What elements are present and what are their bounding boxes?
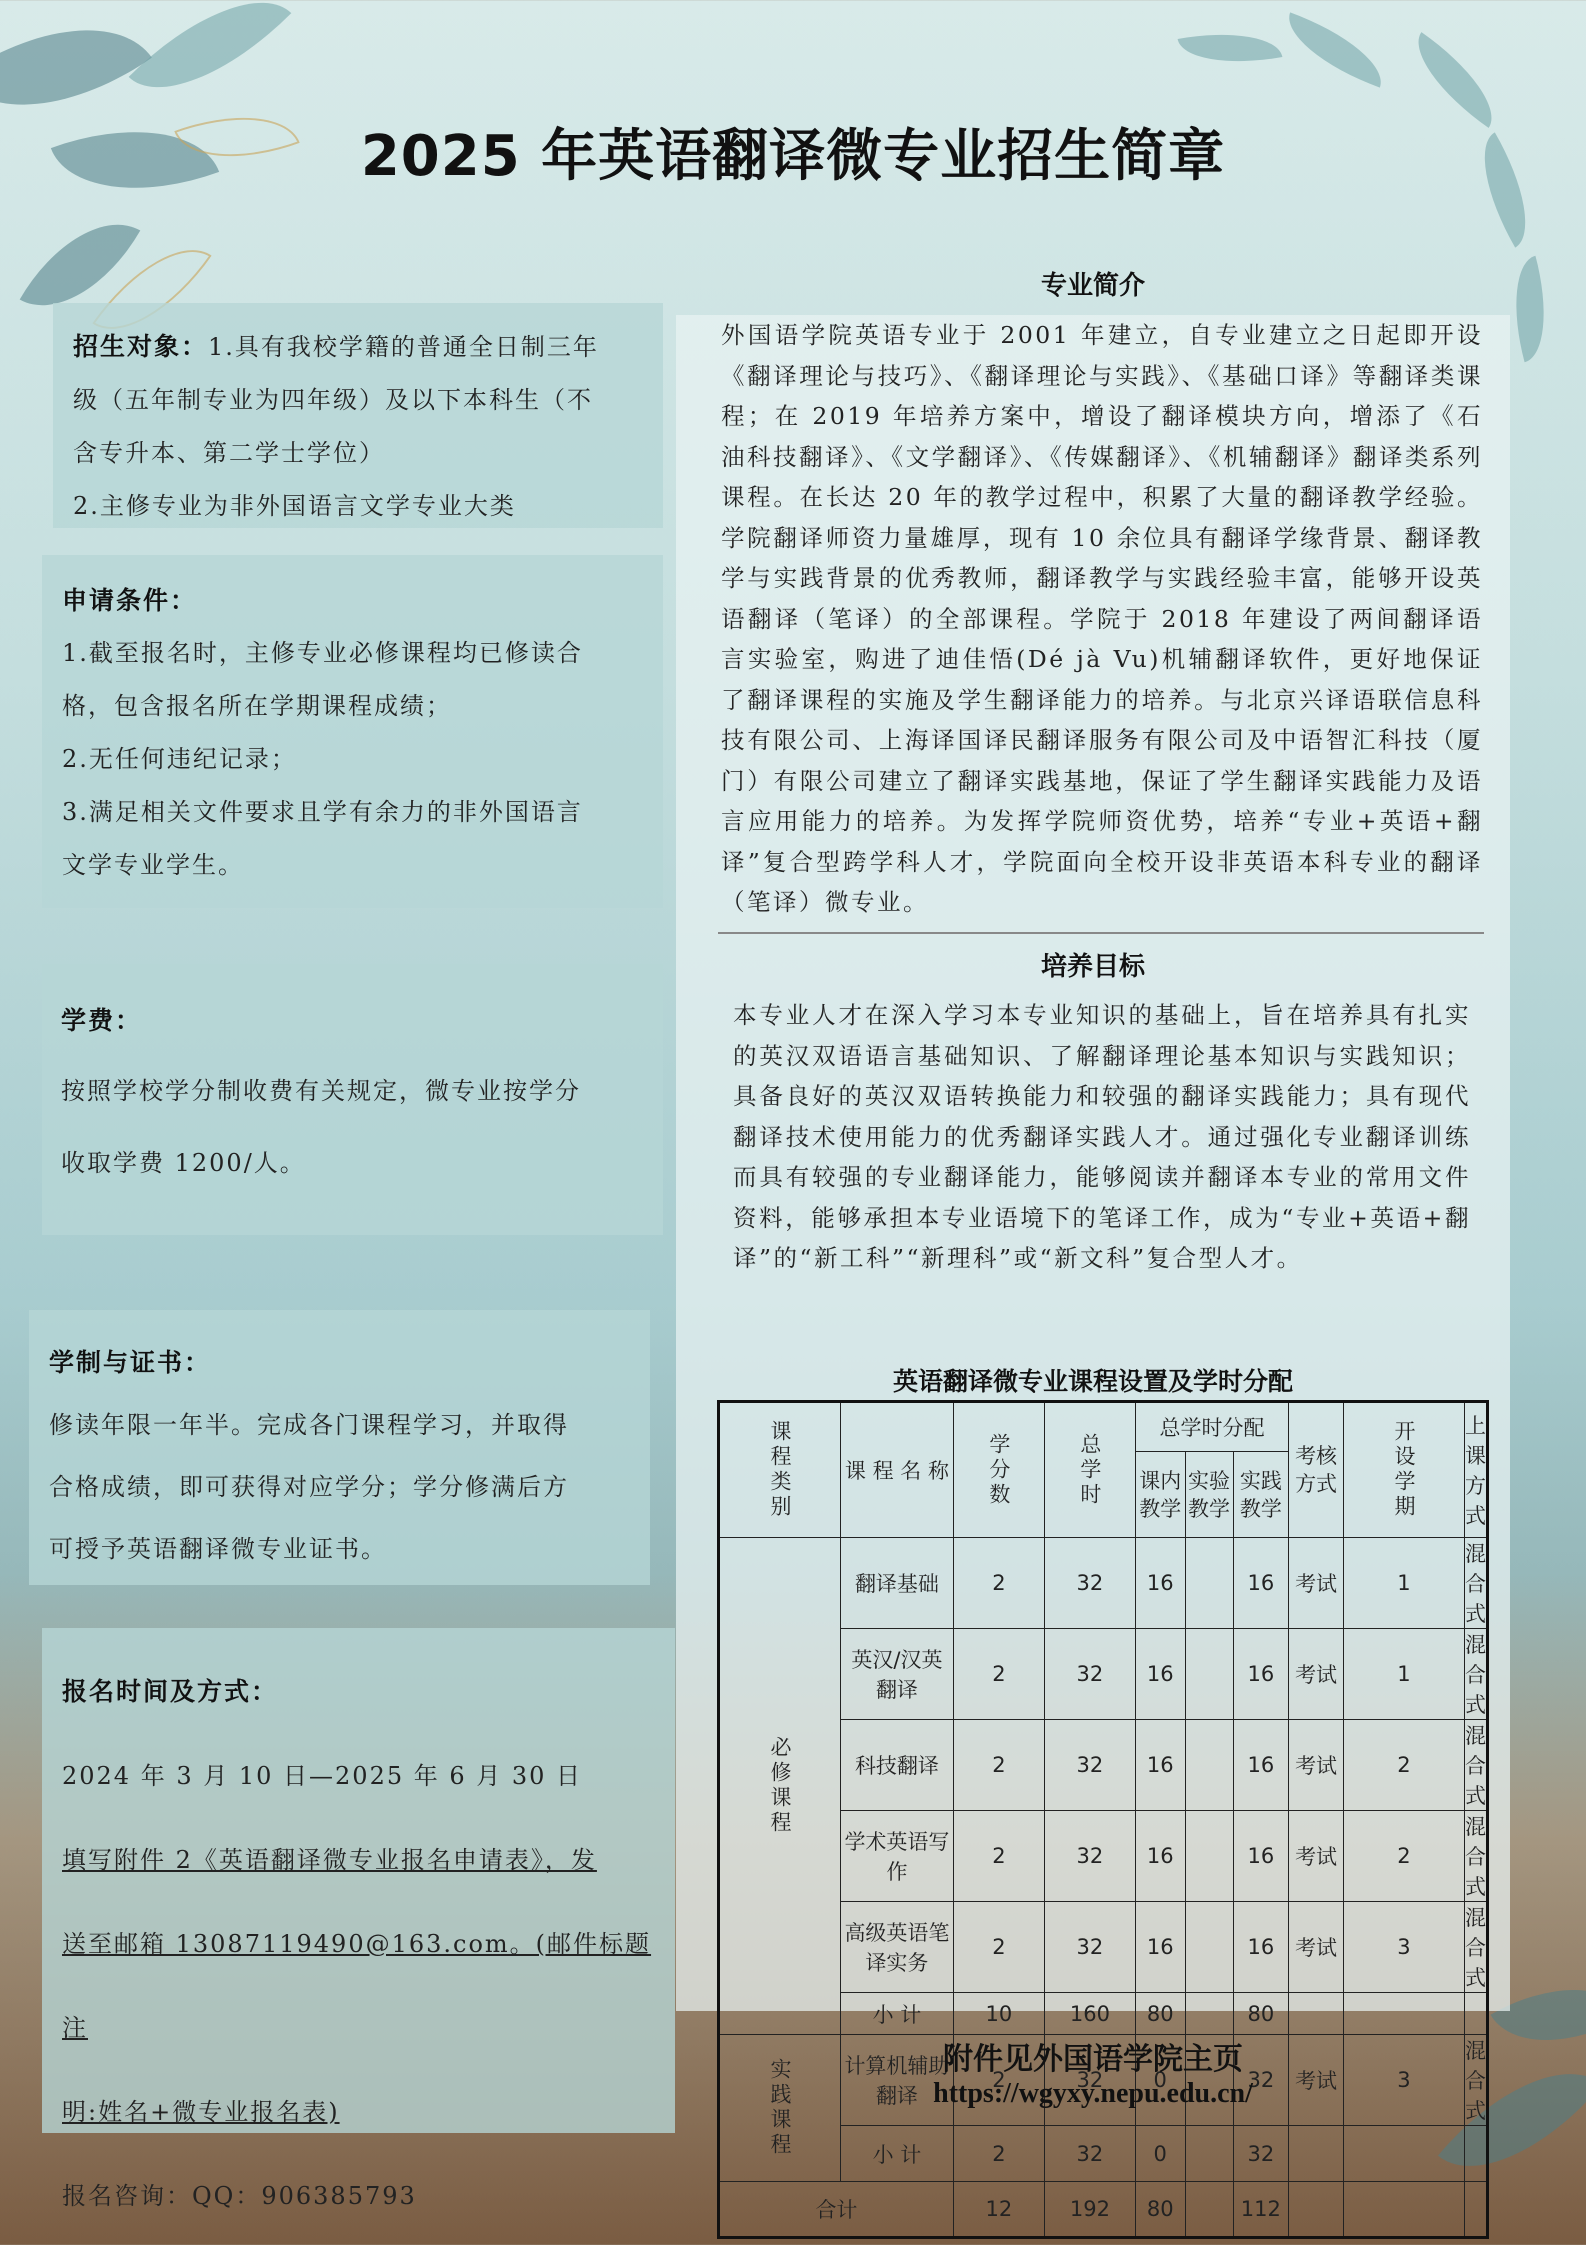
course-table xyxy=(717,1400,1489,2239)
course-credit: 2 xyxy=(953,1902,1044,1993)
tuition-heading: 学费： xyxy=(61,1006,143,1035)
header-total-hours: 总学时 xyxy=(1077,1432,1102,1508)
course-practice: 32 xyxy=(1233,2035,1289,2126)
course-mode: 混合式 xyxy=(1465,1720,1488,1811)
registration-panel xyxy=(42,1628,675,2210)
certificate-panel xyxy=(29,1310,650,1585)
subtotal-total: 32 xyxy=(1044,2126,1135,2182)
header-course-name: 课 程 名 称 xyxy=(841,1402,954,1538)
course-credit: 2 xyxy=(953,1629,1044,1720)
requirements-panel xyxy=(42,555,663,908)
course-term: 2 xyxy=(1343,1720,1464,1811)
course-term: 1 xyxy=(1343,1629,1464,1720)
total-credit: 12 xyxy=(953,2182,1044,2238)
header-credit: 学分数 xyxy=(986,1432,1011,1508)
header-mode: 上课方式 xyxy=(1465,1402,1488,1538)
eligibility-line-1: 1.具有我校学籍的普通全日制三年 xyxy=(208,333,599,361)
header-lab: 实验教学 xyxy=(1188,1468,1231,1521)
course-credit: 2 xyxy=(953,1811,1044,1902)
header-exam: 考核方式 xyxy=(1295,1444,1338,1496)
requirements-line-1: 1.截至报名时，主修专业必修课程均已修读合 xyxy=(62,639,583,667)
course-mode: 混合式 xyxy=(1465,1902,1488,1993)
homepage-link[interactable]: https://wgyxy.nepu.edu.cn/ xyxy=(933,2078,1253,2109)
subtotal-total: 160 xyxy=(1044,1993,1135,2035)
header-term: 开设学期 xyxy=(1391,1420,1416,1520)
course-exam: 考试 xyxy=(1289,1811,1344,1902)
course-credit: 2 xyxy=(953,1720,1044,1811)
total-label: 合计 xyxy=(719,2182,954,2238)
tuition-panel xyxy=(42,964,663,1235)
registration-line-2: 送至邮箱 13087119490@163.com。(邮件标题注 xyxy=(62,1930,652,2042)
course-exam: 考试 xyxy=(1289,1538,1344,1629)
course-credit: 2 xyxy=(953,1538,1044,1629)
course-mode: 混合式 xyxy=(1465,1811,1488,1902)
requirements-line-2: 格，包含报名所在学期课程成绩； xyxy=(62,692,452,720)
attachment-note: 附件见外国语学院主页 xyxy=(943,2042,1243,2077)
course-total: 32 xyxy=(1044,1629,1135,1720)
course-lab xyxy=(1185,1811,1233,1902)
certificate-heading: 学制与证书： xyxy=(49,1348,212,1377)
course-name: 计算机辅助翻译 xyxy=(841,2035,954,2126)
course-lecture: 16 xyxy=(1135,1811,1185,1902)
course-term: 3 xyxy=(1343,2035,1464,2126)
tuition-line-1: 按照学校学分制收费有关规定，微专业按学分 xyxy=(61,1077,581,1105)
header-hours-distribution: 总学时分配 xyxy=(1135,1402,1288,1452)
total-practice: 112 xyxy=(1233,2182,1289,2238)
course-term: 2 xyxy=(1343,1811,1464,1902)
intro-text: 外国语学院英语专业于 2001 年建立，自专业建立之日起即开设《翻译理论与技巧》、《翻译理论与实践》、《基础口译》等翻译类课程；在 2019 年培养方案中，增设了翻译模块方向，增添了《石油科技翻译》、《文学翻译》、《传媒翻译》、《机辅翻译》翻译类系列课程。在长达 20 年的教学过程中，积累了大量的翻译教学经验。学院翻译师资力量雄厚，现有 10 余位具有翻译学缘背景、翻译教学与实践背景的优秀教师，翻译教学与实践经验丰富，能够开设英语翻译（笔译）的全部课程。学院于 2018 年建设了两间翻译语言实验室，购进了迪佳悟(Dé jà Vu)机辅翻译软件，更好地保证了翻译课程的实施及学生翻译能力的培养。与北京兴译语联信息科技有限公司、上海译国译民翻译服务有限公司及中语智汇科技（厦门）有限公司建立了翻译实践基地，保证了学生翻译实践能力及语言应用能力的培养。为发挥学院师资优势，培养“专业+英语+翻译”复合型跨学科人才，学院面向全校开设非英语本科专业的翻译（笔译）微专业。 xyxy=(721,321,1483,916)
certificate-line-3: 可授予英语翻译微专业证书。 xyxy=(49,1535,387,1563)
course-lab xyxy=(1185,1629,1233,1720)
subtotal-label: 小 计 xyxy=(841,2126,954,2182)
course-lab xyxy=(1185,1538,1233,1629)
goals-text: 本专业人才在深入学习本专业知识的基础上，旨在培养具有扎实的英汉双语语言基础知识、了解翻译理论基本知识与实践知识；具备良好的英汉双语转换能力和较强的翻译实践能力；具有现代翻译技术使用能力的优秀翻译实践人才。通过强化专业翻译训练而具有较强的专业翻译能力，能够阅读并翻译本专业的常用文件资料，能够承担本专业语境下的笔译工作，成为“专业+英语+翻译”的“新工科”“新理科”或“新文科”复合型人才。 xyxy=(733,1001,1471,1272)
course-mode: 混合式 xyxy=(1465,1629,1488,1720)
registration-line-1: 填写附件 2《英语翻译微专业报名申请表》，发 xyxy=(62,1846,597,1874)
requirements-line-5: 文学专业学生。 xyxy=(62,851,244,879)
group-practice: 实践课程 xyxy=(768,2058,792,2158)
certificate-line-2: 合格成绩，即可获得对应学分；学分修满后方 xyxy=(49,1473,569,1501)
eligibility-line-4: 2.主修专业为非外国语言文学专业大类 xyxy=(73,492,516,520)
registration-contact: 报名咨询：QQ：906385793 xyxy=(62,2182,417,2210)
subtotal-credit: 10 xyxy=(953,1993,1044,2035)
course-name: 科技翻译 xyxy=(841,1720,954,1811)
total-lecture: 80 xyxy=(1135,2182,1185,2238)
registration-heading: 报名时间及方式： xyxy=(62,1677,279,1706)
table-row xyxy=(719,1538,1488,1629)
course-practice: 16 xyxy=(1233,1720,1289,1811)
eligibility-panel xyxy=(53,303,663,528)
eligibility-line-2: 级（五年制专业为四年级）及以下本科生（不 xyxy=(73,386,593,414)
course-lab xyxy=(1185,1902,1233,1993)
course-name: 学术英语写作 xyxy=(841,1811,954,1902)
course-exam: 考试 xyxy=(1289,2035,1344,2126)
tuition-line-2: 收取学费 1200/人。 xyxy=(61,1149,306,1177)
registration-line-3: 明:姓名+微专业报名表) xyxy=(62,2098,340,2126)
section-divider xyxy=(718,932,1484,934)
total-total: 192 xyxy=(1044,2182,1135,2238)
course-total: 32 xyxy=(1044,2035,1135,2126)
course-exam: 考试 xyxy=(1289,1629,1344,1720)
requirements-line-4: 3.满足相关文件要求且学有余力的非外国语言 xyxy=(62,798,583,826)
intro-heading: 专业简介 xyxy=(1040,271,1145,301)
subtotal-practice: 32 xyxy=(1233,2126,1289,2182)
course-name: 英汉/汉英翻译 xyxy=(841,1629,954,1720)
certificate-line-1: 修读年限一年半。完成各门课程学习，并取得 xyxy=(49,1411,569,1439)
course-lecture: 16 xyxy=(1135,1629,1185,1720)
course-name: 翻译基础 xyxy=(841,1538,954,1629)
page-title: 2025 年英语翻译微专业招生简章 xyxy=(360,124,1226,189)
group-required: 必修课程 xyxy=(768,1736,792,1836)
course-credit: 2 xyxy=(953,2035,1044,2126)
goals-heading: 培养目标 xyxy=(1040,952,1145,982)
course-total: 32 xyxy=(1044,1720,1135,1811)
course-total: 32 xyxy=(1044,1902,1135,1993)
course-lecture: 16 xyxy=(1135,1902,1185,1993)
eligibility-heading: 招生对象： xyxy=(73,332,209,361)
course-exam: 考试 xyxy=(1289,1902,1344,1993)
subtotal-label: 小 计 xyxy=(841,1993,954,2035)
course-practice: 16 xyxy=(1233,1902,1289,1993)
course-exam: 考试 xyxy=(1289,1720,1344,1811)
requirements-heading: 申请条件： xyxy=(62,586,198,615)
course-lecture: 16 xyxy=(1135,1538,1185,1629)
course-mode: 混合式 xyxy=(1465,1538,1488,1629)
requirements-line-3: 2.无任何违纪记录； xyxy=(62,745,297,773)
subtotal-lecture: 80 xyxy=(1135,1993,1185,2035)
course-name: 高级英语笔译实务 xyxy=(841,1902,954,1993)
course-mode: 混合式 xyxy=(1465,2035,1488,2126)
subtotal-practice: 80 xyxy=(1233,1993,1289,2035)
course-term: 1 xyxy=(1343,1538,1464,1629)
course-lecture: 0 xyxy=(1135,2035,1185,2126)
total-row xyxy=(719,2182,1488,2238)
header-category: 课程类别 xyxy=(768,1420,792,1520)
course-practice: 16 xyxy=(1233,1811,1289,1902)
course-lecture: 16 xyxy=(1135,1720,1185,1811)
course-term: 3 xyxy=(1343,1902,1464,1993)
header-lecture: 课内教学 xyxy=(1139,1468,1182,1521)
course-lab xyxy=(1185,1720,1233,1811)
subtotal-lecture: 0 xyxy=(1135,2126,1185,2182)
course-practice: 16 xyxy=(1233,1538,1289,1629)
subtotal-credit: 2 xyxy=(953,2126,1044,2182)
course-practice: 16 xyxy=(1233,1629,1289,1720)
course-total: 32 xyxy=(1044,1811,1135,1902)
table-caption: 英语翻译微专业课程设置及学时分配 xyxy=(892,1367,1293,1396)
header-practice: 实践教学 xyxy=(1239,1468,1282,1521)
registration-period: 2024 年 3 月 10 日—2025 年 6 月 30 日 xyxy=(62,1762,583,1790)
eligibility-line-3: 含专升本、第二学士学位） xyxy=(73,439,385,467)
course-total: 32 xyxy=(1044,1538,1135,1629)
